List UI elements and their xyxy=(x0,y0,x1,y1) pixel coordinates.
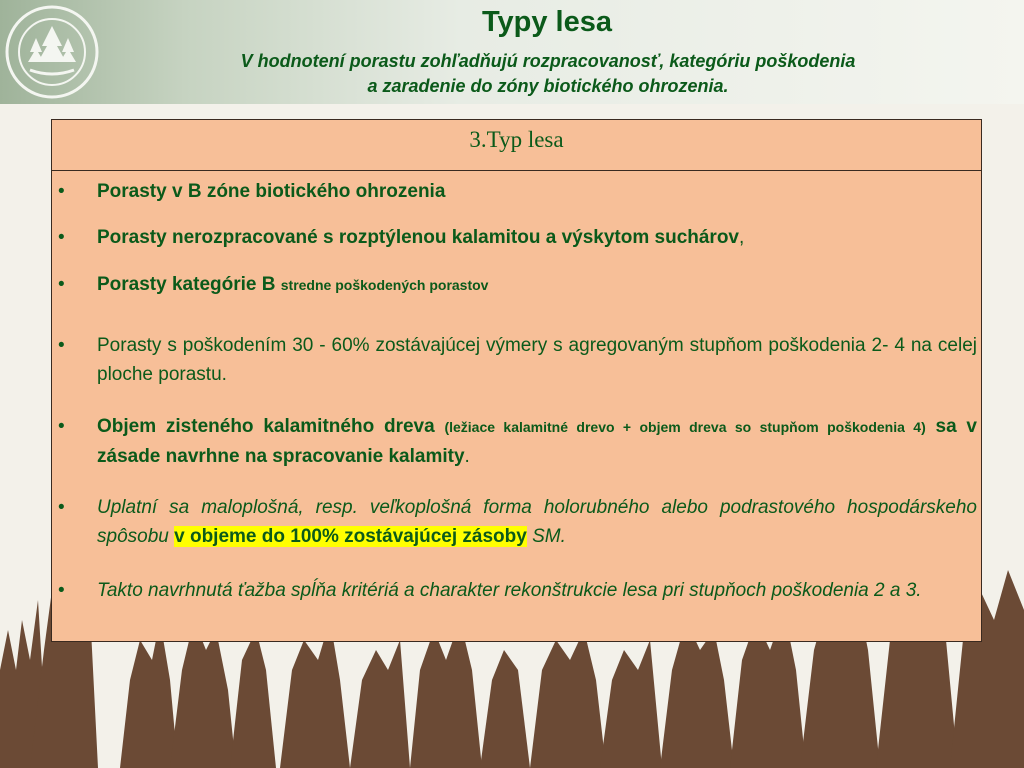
box-heading: 3.Typ lesa xyxy=(52,120,981,171)
slide-title: Typy lesa xyxy=(481,6,613,38)
subtitle-line-1: V hodnotení porastu zohľadňujú rozpracovanosť, kategóriu poškodenia xyxy=(240,51,856,71)
bullet: • xyxy=(58,580,65,601)
item-text: Porasty kategórie B stredne poškodených porastov xyxy=(97,274,489,295)
item-text: Porasty v B zóne biotického ohrozenia xyxy=(97,181,446,202)
bullet: • xyxy=(58,497,65,518)
forest-type-box xyxy=(51,119,982,642)
bullet: • xyxy=(58,335,65,356)
item-text: Porasty s poškodením 30 - 60% zostávajúcej výmery s agregovaným stupňom poškodenia 2- 4 na celej ploche porastu. xyxy=(97,335,977,385)
subtitle-line-2: a zaradenie do zóny biotického ohrozenia. xyxy=(367,76,729,96)
slide-subtitle xyxy=(120,49,976,99)
highlighted-text: v objeme do 100% zostávajúcej zásoby xyxy=(174,526,527,547)
item-text: Porasty nerozpracované s rozptýlenou kalamitou a výskytom suchárov, xyxy=(97,227,745,248)
bullet: • xyxy=(58,227,65,248)
item-text: Objem zisteného kalamitného dreva (ležiace kalamitné drevo + objem dreva so stupňom poškodenia 4) sa v zásade navrhne na spracovanie kalamity. xyxy=(97,416,977,467)
slide-header xyxy=(0,0,1024,104)
bullet: • xyxy=(58,274,65,295)
item-text: Uplatní sa maloplošná, resp. veľkoplošná forma holorubného alebo podrastového hospodárskeho spôsobu v objeme do 100% zostávajúcej zásoby SM. xyxy=(97,497,977,547)
item-text: Takto navrhnutá ťažba spĺňa kritériá a charakter rekonštrukcie lesa pri stupňoch poškodenia 2 a 3. xyxy=(97,580,922,601)
bullet: • xyxy=(58,416,65,437)
bullet: • xyxy=(58,181,65,202)
